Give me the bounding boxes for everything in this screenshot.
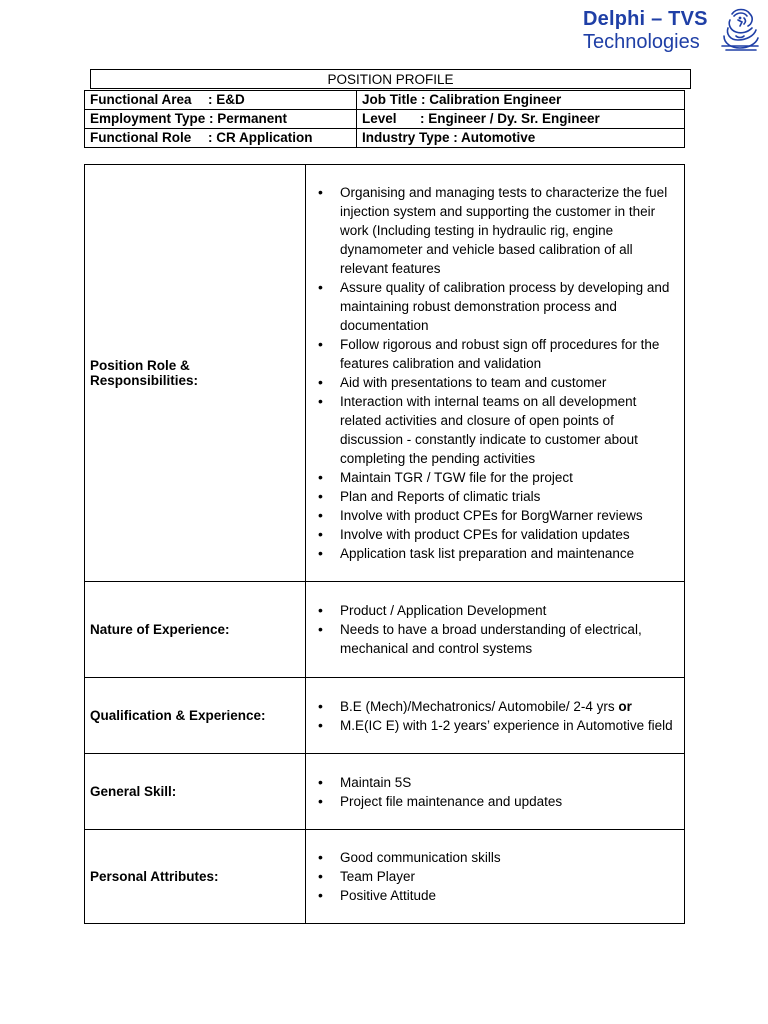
qualification-or-text: or (618, 698, 632, 714)
list-item: • Project file maintenance and updates (332, 792, 676, 811)
functional-role-cell (85, 129, 357, 148)
general-skill-content (306, 754, 685, 830)
functional-area-cell (85, 91, 357, 110)
industry-type-cell: Industry Type : Automotive (357, 129, 685, 148)
employment-type-cell: Employment Type : Permanent (85, 110, 357, 129)
functional-role-value: : CR Application (208, 130, 313, 145)
list-item: • Needs to have a broad understanding of electrical, mechanical and control systems (332, 620, 676, 658)
job-title-cell: Job Title : Calibration Engineer (357, 91, 685, 110)
position-details-table (84, 164, 685, 924)
list-item: • Aid with presentations to team and customer (332, 373, 676, 392)
responsibilities-label: Position Role & Responsibilities: (85, 165, 306, 582)
list-item: • Good communication skills (332, 848, 676, 867)
responsibilities-content (306, 165, 685, 582)
responsibilities-row (85, 165, 685, 582)
personal-attributes-row (85, 830, 685, 924)
list-item: • Positive Attitude (332, 886, 676, 905)
info-row-1 (85, 91, 685, 110)
functional-area-value: : E&D (208, 92, 245, 107)
experience-list (314, 601, 676, 658)
info-row-3 (85, 129, 685, 148)
level-cell (357, 110, 685, 129)
experience-content (306, 582, 685, 678)
list-item: • Follow rigorous and robust sign off procedures for the features calibration and validation (332, 335, 676, 373)
logo-text-line1: Delphi – TVS (583, 8, 708, 30)
qualification-item-1-text: B.E (Mech)/Mechatronics/ Automobile/ 2-4 yrs (340, 698, 619, 714)
list-item: • Assure quality of calibration process by developing and maintaining robust demonstration process and documentation (332, 278, 676, 335)
general-skill-label: General Skill: (85, 754, 306, 830)
personal-attributes-label: Personal Attributes: (85, 830, 306, 924)
list-item: • Maintain TGR / TGW file for the project (332, 468, 676, 487)
general-skill-row (85, 754, 685, 830)
responsibilities-list (314, 183, 676, 563)
info-row-2 (85, 110, 685, 129)
list-item (332, 697, 676, 716)
personal-attributes-list (314, 848, 676, 905)
list-item: • Maintain 5S (332, 773, 676, 792)
experience-label: Nature of Experience: (85, 582, 306, 678)
list-item: • Plan and Reports of climatic trials (332, 487, 676, 506)
qualification-content (306, 678, 685, 754)
level-value: : Engineer / Dy. Sr. Engineer (420, 111, 600, 126)
level-label: Level (362, 111, 397, 126)
company-logo (578, 6, 762, 56)
list-item: • Involve with product CPEs for validation updates (332, 525, 676, 544)
list-item: • Involve with product CPEs for BorgWarner reviews (332, 506, 676, 525)
experience-row (85, 582, 685, 678)
functional-area-label: Functional Area (90, 92, 192, 107)
position-info-table (84, 90, 685, 148)
lion-emblem-icon (718, 6, 762, 54)
functional-role-label: Functional Role (90, 130, 192, 145)
personal-attributes-content (306, 830, 685, 924)
qualification-list (314, 697, 676, 735)
document-title: POSITION PROFILE (90, 69, 691, 89)
list-item: • Team Player (332, 867, 676, 886)
list-item: • Interaction with internal teams on all development related activities and closure of open points of discussion - constantly indicate to customer about completing the pending activities (332, 392, 676, 468)
general-skill-list (314, 773, 676, 811)
list-item: • M.E(IC E) with 1-2 years’ experience in Automotive field (332, 716, 676, 735)
qualification-row (85, 678, 685, 754)
logo-text-line2: Technologies (583, 31, 700, 53)
list-item: • Product / Application Development (332, 601, 676, 620)
list-item: • Organising and managing tests to characterize the fuel injection system and supporting the customer in their work (Including testing in hydraulic rig, engine dynamometer and vehicle based calibration of all relevant features (332, 183, 676, 278)
list-item: • Application task list preparation and maintenance (332, 544, 676, 563)
qualification-label: Qualification & Experience: (85, 678, 306, 754)
